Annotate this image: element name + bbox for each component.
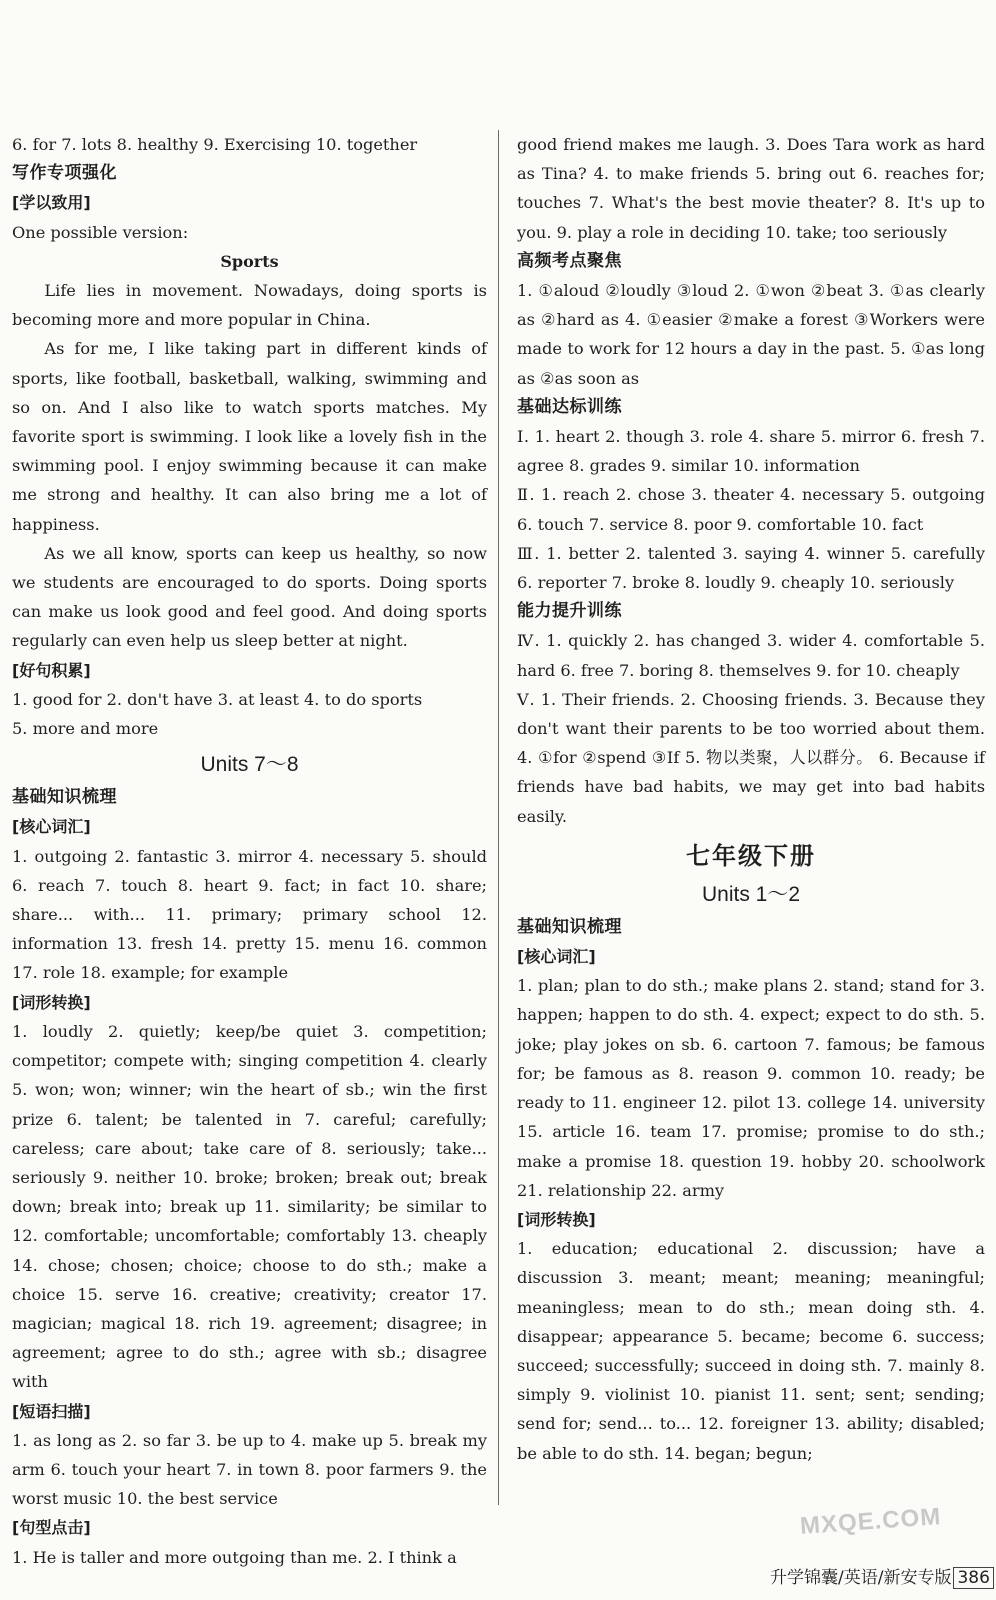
subsection-label-word-forms: [词形转换]	[517, 1209, 596, 1229]
subsection-label-apply: [学以致用]	[12, 193, 91, 213]
section-heading-basic-training: 基础达标训练	[517, 396, 622, 417]
essay-paragraph: As for me, I like taking part in different kinds of sports, like football, basketball, walking, swimming and so on. And I also like to watch sports matches. My favorite sport is swimming. I look like a lovely fish in the swimming pool. I enjoy swimming because it can make me strong and healthy. It can also bring me a lot of happiness.	[12, 339, 487, 534]
watermark: MXQE.COM	[799, 1503, 943, 1540]
answer-block: Ⅱ. 1. reach 2. chose 3. theater 4. necessary 5. outgoing 6. touch 7. service 8. poor 9. comfortable 10. fact	[517, 485, 985, 534]
section-heading-knowledge: 基础知识梳理	[517, 916, 622, 937]
column-divider	[498, 130, 499, 1505]
answer-block: 1. ①aloud ②loudly ③loud 2. ①won ②beat 3. ①as clearly as ②hard as 4. ①easier ②make a forest ③Workers were made to work for 12 hours a day in the past. 5. ①as long as ②as soon as	[517, 281, 985, 388]
right-column	[517, 130, 985, 1468]
subsection-label-core-vocab: [核心词汇]	[12, 817, 91, 837]
answer-block: 1. education; educational 2. discussion; have a discussion 3. meant; meant; meaning; meaningful; meaningless; mean to do sth.; mean doing sth. 4. disappear; appearance 5. became; become 6. success; succeed; successfully; succeed in doing sth. 7. mainly 8. simply 9. violinist 10. pianist 11. sent; sent; sending; send for; send... to... 12. foreigner 13. ability; disabled; be able to do sth. 14. began; begun;	[517, 1239, 985, 1463]
essay-title: Sports	[220, 251, 279, 271]
answer-line: 5. more and more	[12, 719, 159, 739]
answer-line: 6. for 7. lots 8. healthy 9. Exercising 10. together	[12, 135, 418, 154]
answer-block: Ⅳ. 1. quickly 2. has changed 3. wider 4. comfortable 5. hard 6. free 7. boring 8. themselves 9. for 10. cheaply	[517, 631, 985, 680]
unit-title: Units 7～8	[200, 753, 299, 777]
answer-block: Ⅲ. 1. better 2. talented 3. saying 4. winner 5. carefully 6. reporter 7. broke 8. loudly 9. cheaply 10. seriously	[517, 543, 985, 593]
footer-book-title: 升学锦囊/英语/	[770, 1568, 884, 1588]
subsection-label-good-sentences: [好句积累]	[12, 660, 91, 680]
answer-block: 1. outgoing 2. fantastic 3. mirror 4. necessary 5. should 6. reach 7. touch 8. heart 9. fact; in fact 10. share; share... with... 11. primary; primary school 12. information 13. fresh 14. pretty 15. menu 16. common 17. role 18. example; for example	[12, 846, 487, 983]
answer-block: Ⅰ. 1. heart 2. though 3. role 4. share 5. mirror 6. fresh 7. agree 8. grades 9. similar 10. information	[517, 427, 985, 476]
subsection-label-sentences: [句型点击]	[12, 1518, 91, 1538]
section-heading-knowledge: 基础知识梳理	[12, 787, 117, 808]
page-footer	[770, 1563, 994, 1589]
subsection-label-phrases: [短语扫描]	[12, 1401, 91, 1421]
answer-block: Ⅴ. 1. Their friends. 2. Choosing friends. 3. Because they don't want their parents to be too worried about them. 4. ①for ②spend ③If 5. 物以类聚，人以群分。 6. Because if friends have bad habits, we may get into bad habits easily.	[517, 689, 985, 826]
answer-block: 1. plan; plan to do sth.; make plans 2. stand; stand for 3. happen; happen to do sth. 4. expect; expect to do sth. 5. joke; play jokes on sb. 6. cartoon 7. famous; be famous for; be famous as 8. reason 9. common 10. ready; be ready to 11. engineer 12. pilot 13. college 14. university 15. article 16. team 17. promise; promise to do sth.; make a promise 18. question 19. hobby 20. schoolwork 21. relationship 22. army	[517, 976, 985, 1200]
subsection-label-core-vocab: [核心词汇]	[517, 947, 596, 967]
section-heading-high-frequency: 高频考点聚焦	[517, 250, 622, 271]
essay-paragraph: As we all know, sports can keep us healthy, so now we students are encouraged to do sports. Doing sports can make us look good and feel good. And doing sports regularly can even help us sleep better at night.	[12, 543, 487, 651]
section-heading-ability-training: 能力提升训练	[517, 601, 622, 622]
answer-line: 1. good for 2. don't have 3. at least 4. to do sports	[12, 689, 423, 709]
left-column	[12, 130, 487, 1572]
essay-paragraph: Life lies in movement. Nowadays, doing sports is becoming more and more popular in China.	[12, 281, 487, 330]
answer-block: good friend makes me laugh. 3. Does Tara work as hard as Tina? 4. to make friends 5. bring out 6. reaches for; touches 7. What's the best movie theater? 8. It's up to you. 9. play a role in deciding 10. take; too seriously	[517, 135, 985, 242]
grade-title: 七年级下册	[686, 841, 816, 870]
section-heading-writing: 写作专项强化	[12, 163, 117, 184]
page-number: 386	[953, 1567, 993, 1589]
possible-version-label: One possible version:	[12, 222, 189, 242]
footer-edition: 新安专版	[883, 1568, 952, 1588]
answer-block: 1. loudly 2. quietly; keep/be quiet 3. competition; competitor; compete with; singing competition 4. clearly 5. won; won; winner; win the heart of sb.; win the first prize 6. talent; be talented in 7. careful; carefully; careless; care about; take care of 8. seriously; take... seriously 9. neither 10. broke; broken; break out; break down; break into; break up 11. similarity; be similar to 12. comfortable; uncomfortable; comfortably 13. cheaply 14. chose; chosen; choice; choose to do sth.; make a choice 15. serve 16. creative; creativity; creator 17. magician; magical 18. rich 19. agreement; disagree; in agreement; agree to do sth.; agree with sb.; disagree with	[12, 1021, 487, 1392]
subsection-label-word-forms: [词形转换]	[12, 992, 91, 1012]
answer-block: 1. He is taller and more outgoing than me. 2. I think a	[12, 1547, 457, 1567]
unit-title: Units 1～2	[701, 882, 801, 906]
answer-block: 1. as long as 2. so far 3. be up to 4. make up 5. break my arm 6. touch your heart 7. in town 8. poor farmers 9. the worst music 10. the best service	[12, 1430, 487, 1509]
